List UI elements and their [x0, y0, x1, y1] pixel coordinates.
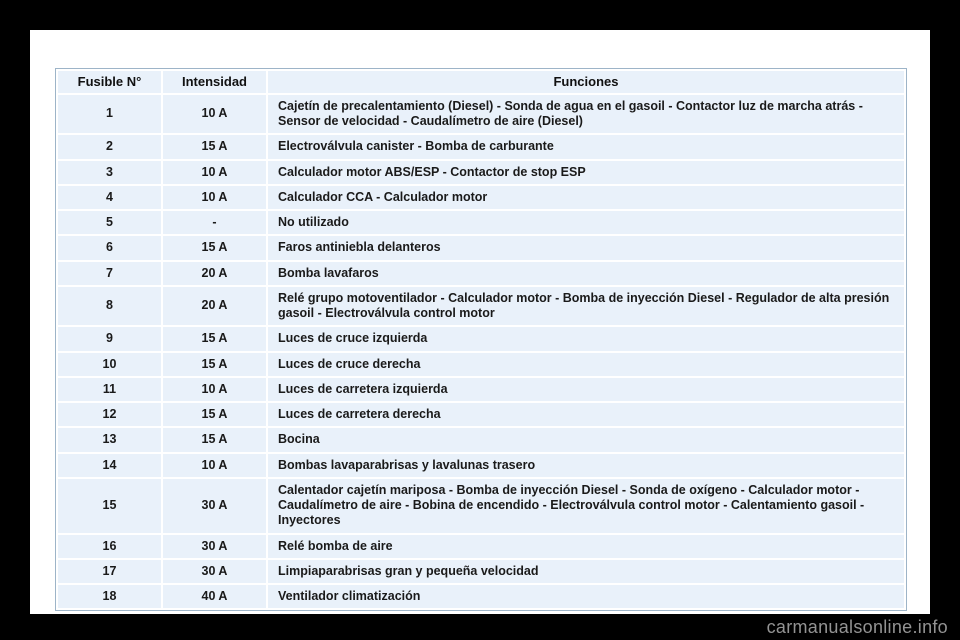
fuse-number-cell: 14: [57, 453, 162, 478]
col-header-fuse-number: Fusible N°: [57, 70, 162, 94]
fuse-number-cell: 3: [57, 160, 162, 185]
fuse-number-cell: 18: [57, 584, 162, 609]
functions-cell: Relé bomba de aire: [267, 534, 905, 559]
amperage-cell: 10 A: [162, 94, 267, 135]
table-row: [57, 402, 905, 427]
amperage-cell: 30 A: [162, 478, 267, 534]
table-row: [57, 235, 905, 260]
fuse-table-container: [55, 68, 907, 611]
table-row: [57, 534, 905, 559]
table-row: [57, 94, 905, 135]
functions-cell: Faros antiniebla delanteros: [267, 235, 905, 260]
table-row: [57, 185, 905, 210]
table-row: [57, 352, 905, 377]
table-row: [57, 326, 905, 351]
functions-cell: Bomba lavafaros: [267, 261, 905, 286]
functions-cell: Electroválvula canister - Bomba de carburante: [267, 134, 905, 159]
functions-cell: Relé grupo motoventilador - Calculador motor - Bomba de inyección Diesel - Regulador de alta presión gasoil - Electroválvula control motor: [267, 286, 905, 327]
table-row: [57, 377, 905, 402]
functions-cell: Luces de carretera derecha: [267, 402, 905, 427]
fuse-table: [56, 69, 906, 610]
functions-cell: Calculador motor ABS/ESP - Contactor de stop ESP: [267, 160, 905, 185]
table-row: [57, 584, 905, 609]
functions-cell: Calentador cajetín mariposa - Bomba de inyección Diesel - Sonda de oxígeno - Calculador motor - Caudalímetro de aire - Bobina de encendido - Electroválvula control motor - Calentamiento gasoil - Inyectores: [267, 478, 905, 534]
fuse-table-body: [57, 94, 905, 610]
fuse-number-cell: 11: [57, 377, 162, 402]
amperage-cell: 15 A: [162, 402, 267, 427]
table-row: [57, 160, 905, 185]
fuse-number-cell: 9: [57, 326, 162, 351]
table-row: [57, 453, 905, 478]
amperage-cell: 30 A: [162, 559, 267, 584]
amperage-cell: 15 A: [162, 326, 267, 351]
table-row: [57, 134, 905, 159]
table-row: [57, 478, 905, 534]
functions-cell: No utilizado: [267, 210, 905, 235]
fuse-number-cell: 1: [57, 94, 162, 135]
amperage-cell: 20 A: [162, 286, 267, 327]
fuse-number-cell: 15: [57, 478, 162, 534]
functions-cell: Bocina: [267, 427, 905, 452]
fuse-number-cell: 12: [57, 402, 162, 427]
amperage-cell: -: [162, 210, 267, 235]
col-header-functions: Funciones: [267, 70, 905, 94]
functions-cell: Bombas lavaparabrisas y lavalunas trasero: [267, 453, 905, 478]
fuse-number-cell: 8: [57, 286, 162, 327]
functions-cell: Cajetín de precalentamiento (Diesel) - Sonda de agua en el gasoil - Contactor luz de marcha atrás - Sensor de velocidad - Caudalímetro de aire (Diesel): [267, 94, 905, 135]
table-row: [57, 286, 905, 327]
table-row: [57, 210, 905, 235]
fuse-number-cell: 5: [57, 210, 162, 235]
functions-cell: Luces de cruce izquierda: [267, 326, 905, 351]
fuse-number-cell: 4: [57, 185, 162, 210]
table-header-row: [57, 70, 905, 94]
amperage-cell: 10 A: [162, 160, 267, 185]
amperage-cell: 10 A: [162, 185, 267, 210]
functions-cell: Limpiaparabrisas gran y pequeña velocidad: [267, 559, 905, 584]
fuse-number-cell: 17: [57, 559, 162, 584]
amperage-cell: 40 A: [162, 584, 267, 609]
functions-cell: Calculador CCA - Calculador motor: [267, 185, 905, 210]
manual-page: [30, 30, 930, 614]
functions-cell: Ventilador climatización: [267, 584, 905, 609]
amperage-cell: 10 A: [162, 377, 267, 402]
table-row: [57, 559, 905, 584]
amperage-cell: 30 A: [162, 534, 267, 559]
functions-cell: Luces de carretera izquierda: [267, 377, 905, 402]
fuse-number-cell: 7: [57, 261, 162, 286]
fuse-number-cell: 13: [57, 427, 162, 452]
amperage-cell: 15 A: [162, 134, 267, 159]
fuse-number-cell: 2: [57, 134, 162, 159]
amperage-cell: 20 A: [162, 261, 267, 286]
fuse-number-cell: 10: [57, 352, 162, 377]
fuse-number-cell: 6: [57, 235, 162, 260]
amperage-cell: 15 A: [162, 235, 267, 260]
table-row: [57, 427, 905, 452]
functions-cell: Luces de cruce derecha: [267, 352, 905, 377]
amperage-cell: 15 A: [162, 352, 267, 377]
watermark: carmanualsonline.info: [766, 617, 948, 637]
table-row: [57, 261, 905, 286]
col-header-amperage: Intensidad: [162, 70, 267, 94]
amperage-cell: 15 A: [162, 427, 267, 452]
fuse-number-cell: 16: [57, 534, 162, 559]
amperage-cell: 10 A: [162, 453, 267, 478]
